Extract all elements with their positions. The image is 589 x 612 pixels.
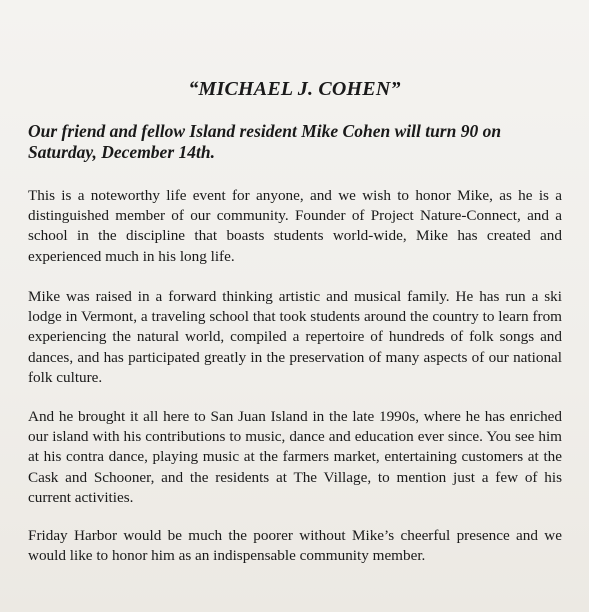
document-title: “MICHAEL J. COHEN” — [188, 78, 401, 100]
paragraph-1: This is a noteworthy life event for anyone, and we wish to honor Mike, as he is a distinguished member of our community. Founder of Project Nature-Connect, and a school in the discipline that boasts students world-wide, Mike has created and experienced much in his long life. — [28, 187, 562, 265]
paragraph-2: Mike was raised in a forward thinking artistic and musical family. He has run a ski lodge in Vermont, a traveling school that took students around the country to learn from experiencing the natural world, compiled a repertoire of hundreds of folk songs and dances, and has participated greatly in the preservation of many aspects of our national folk culture. — [28, 288, 562, 386]
document-subtitle: Our friend and fellow Island resident Mike Cohen will turn 90 on Saturday, December 14th. — [28, 121, 502, 162]
paragraph-4: Friday Harbor would be much the poorer without Mike’s cheerful presence and we would like to honor him as an indispensable community member. — [28, 527, 562, 565]
paragraph-3: And he brought it all here to San Juan Island in the late 1990s, where he has enriched our island with his contributions to music, dance and education ever since. You see him at his contra dance, playing music at the farmers market, entertaining customers at the Cask and Schooner, and the residents at The Village, to mention just a few of his current activities. — [28, 408, 562, 506]
